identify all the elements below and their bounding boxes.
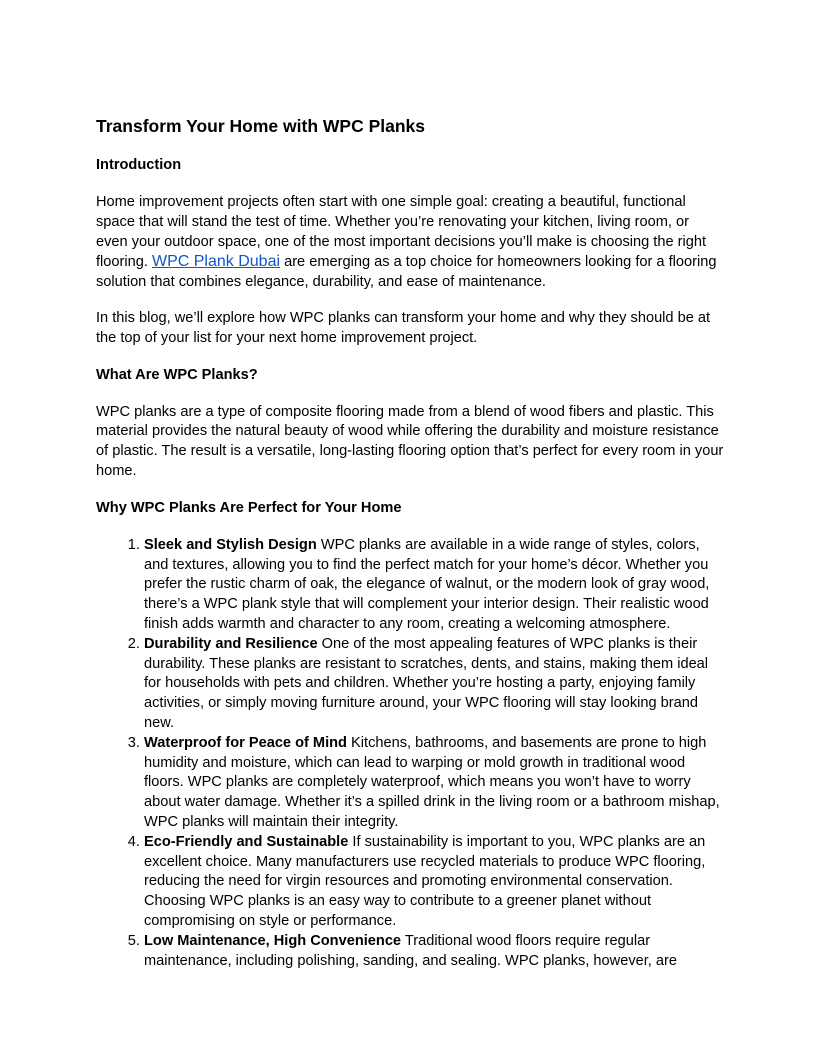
list-item-text: One of the most appealing features of WPC planks is their durability. These planks are resistant to scratches, dents, and stains, making them ideal for households with pets and children. Whether you’re hosting a party, enjoying family activities, or simply moving furniture around, your WPC flooring will stay looking brand new.: [144, 635, 709, 731]
wpc-plank-dubai-link[interactable]: WPC Plank Dubai: [151, 253, 281, 271]
list-item-text: Traditional wood floors require regular maintenance, including polishing, sanding, and sealing. WPC planks, however, are: [144, 932, 677, 969]
list-item: [144, 734, 724, 833]
list-item-text: WPC planks are available in a wide range of styles, colors, and textures, allowing you to find the perfect match for your home’s décor. Whether you prefer the rustic charm of oak, the elegance of walnut, or the modern look of gray wood, there’s a WPC plank style that will complement your interior design. Their realistic wood finish adds warmth and character to any room, creating a welcoming atmosphere.: [144, 536, 710, 632]
list-item: [144, 635, 724, 734]
heading-introduction: Introduction: [96, 157, 182, 173]
list-item-title: Waterproof for Peace of Mind: [144, 734, 347, 751]
list-item-title: Low Maintenance, High Convenience: [144, 932, 402, 949]
intro-text-after-link: are emerging as a top choice for homeowners looking for a flooring solution that combines elegance, durability, and ease of maintenance.: [96, 254, 717, 291]
intro-paragraph-2: In this blog, we’ll explore how WPC planks can transform your home and why they should be at the top of your list for your next home improvement project.: [96, 309, 711, 346]
intro-text-before-link: Home improvement projects often start with one simple goal: creating a beautiful, functional space that will stand the test of time. Whether you’re renovating your kitchen, living room, or even your outdoor space, one of the most important decisions you’ll make is choosing the right flooring.: [96, 194, 707, 271]
what-paragraph: WPC planks are a type of composite flooring made from a blend of wood fibers and plastic. This material provides the natural beauty of wood while offering the durability and moisture resistance of plastic. The result is a versatile, long-lasting flooring option that’s perfect for every room in your home.: [96, 403, 724, 479]
document-page: [96, 114, 724, 971]
heading-why-wpc-planks: Why WPC Planks Are Perfect for Your Home: [96, 499, 402, 516]
document-title: Transform Your Home with WPC Planks: [96, 116, 425, 136]
intro-paragraph-1: [96, 193, 724, 293]
list-item-title: Sleek and Stylish Design: [144, 536, 317, 553]
heading-what-are-wpc-planks: What Are WPC Planks?: [96, 366, 258, 383]
list-item: [144, 536, 724, 635]
list-item-title: Durability and Resilience: [144, 635, 318, 652]
list-item: [144, 833, 724, 932]
benefits-list: [96, 536, 724, 972]
list-item-title: Eco-Friendly and Sustainable: [144, 833, 349, 850]
list-item-text: Kitchens, bathrooms, and basements are prone to high humidity and moisture, which can lead to warping or mold growth in traditional wood floors. WPC planks are completely waterproof, which means you won’t have to worry about water damage. Whether it’s a spilled drink in the living room or a bathroom mishap, WPC planks will maintain their integrity.: [144, 734, 720, 830]
list-item: [144, 932, 724, 972]
list-item-text: If sustainability is important to you, WPC planks are an excellent choice. Many manufacturers use recycled materials to produce WPC flooring, reducing the need for virgin resources and promoting environmental conservation. Choosing WPC planks is an easy way to contribute to a greener planet without compromising on style or performance.: [144, 833, 706, 929]
